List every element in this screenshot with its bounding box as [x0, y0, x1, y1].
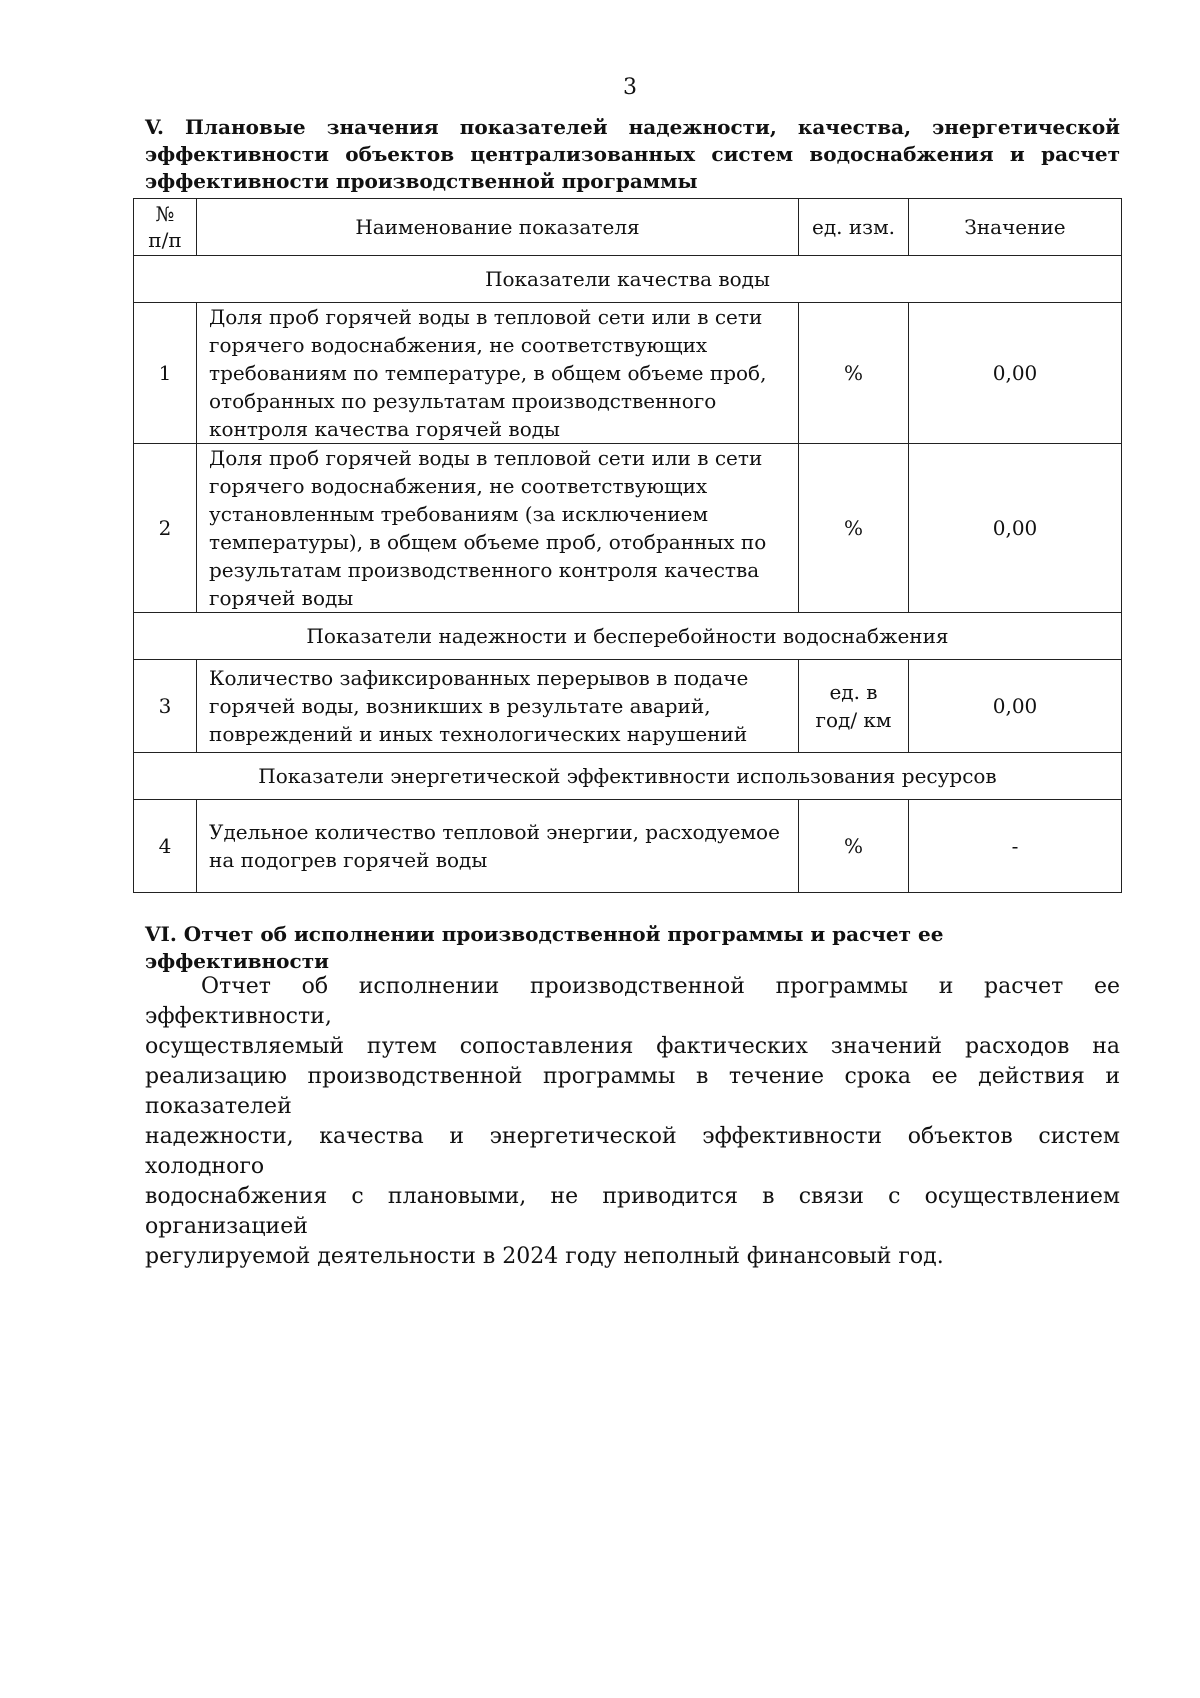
table-row — [134, 800, 1122, 893]
row-name-line: горячего водоснабжения, не соответствующих — [209, 474, 708, 498]
row-num: 1 — [134, 303, 197, 444]
row-name-line: температуры), в общем объеме проб, отобранных по — [209, 530, 767, 554]
row-name-line: Доля проб горячей воды в тепловой сети или в сети — [209, 446, 763, 470]
row-value: 0,00 — [909, 660, 1122, 753]
section-title: Показатели качества воды — [134, 256, 1122, 303]
table-row — [134, 303, 1122, 444]
row-unit: % — [799, 303, 909, 444]
row-unit — [799, 660, 909, 753]
row-num: 2 — [134, 444, 197, 613]
row-name-line: требованиям по температуре, в общем объеме проб, — [209, 361, 767, 385]
paragraph-line: осуществляемый путем сопоставления фактических значений расходов на — [145, 1034, 1120, 1059]
paragraph-line: реализацию производственной программы в течение срока ее действия и показателей — [145, 1064, 1120, 1119]
row-value: 0,00 — [909, 303, 1122, 444]
section-title: Показатели энергетической эффективности использования ресурсов — [134, 753, 1122, 800]
table-section-row — [134, 753, 1122, 800]
row-unit: % — [799, 800, 909, 893]
row-unit-line: ед. в — [829, 680, 878, 704]
table-row — [134, 444, 1122, 613]
row-name-line: повреждений и иных технологических нарушений — [209, 722, 748, 746]
row-name-line: контроля качества горячей воды — [209, 417, 560, 441]
row-name-line: отобранных по результатам производственного — [209, 389, 717, 413]
page-number: 3 — [623, 75, 637, 100]
header-unit: ед. изм. — [799, 199, 909, 256]
row-name-line: на подогрев горячей воды — [209, 848, 488, 872]
row-value: - — [909, 800, 1122, 893]
row-unit-line: год/ км — [815, 708, 892, 732]
section-5-title — [145, 114, 1120, 195]
row-name-line: результатам производственного контроля качества — [209, 558, 760, 582]
row-unit: % — [799, 444, 909, 613]
section-5-title-line: эффективности производственной программы — [145, 169, 698, 193]
paragraph-line: Отчет об исполнении производственной программы и расчет ее эффективности, — [145, 974, 1120, 1029]
row-name — [197, 660, 799, 753]
section-5-title-line: эффективности объектов централизованных систем водоснабжения и расчет — [145, 142, 1120, 166]
row-name — [197, 444, 799, 613]
paragraph-line: водоснабжения с плановыми, не приводится в связи с осуществлением организацией — [145, 1184, 1120, 1239]
header-num — [134, 199, 197, 256]
row-name-line: установленным требованиям (за исключением — [209, 502, 709, 526]
row-name-line: Доля проб горячей воды в тепловой сети или в сети — [209, 305, 763, 329]
indicators-table — [133, 198, 1122, 893]
row-name — [197, 303, 799, 444]
table-header-row — [134, 199, 1122, 256]
row-name-line: горячего водоснабжения, не соответствующих — [209, 333, 708, 357]
row-value: 0,00 — [909, 444, 1122, 613]
header-name: Наименование показателя — [197, 199, 799, 256]
section-6-paragraph — [145, 972, 1120, 1272]
header-value: Значение — [909, 199, 1122, 256]
table-row — [134, 660, 1122, 753]
section-6-title: VI. Отчет об исполнении производственной программы и расчет ее эффективности — [145, 922, 944, 973]
header-num-line: № — [155, 202, 175, 226]
row-num: 3 — [134, 660, 197, 753]
header-num-line: п/п — [148, 228, 182, 252]
paragraph-line: надежности, качества и энергетической эффективности объектов систем холодного — [145, 1124, 1120, 1179]
row-num: 4 — [134, 800, 197, 893]
table-section-row — [134, 256, 1122, 303]
section-title: Показатели надежности и бесперебойности водоснабжения — [134, 613, 1122, 660]
row-name-line: горячей воды — [209, 586, 354, 610]
row-name-line: горячей воды, возникших в результате аварий, — [209, 694, 711, 718]
table-section-row — [134, 613, 1122, 660]
row-name-line: Удельное количество тепловой энергии, расходуемое — [209, 820, 780, 844]
row-name — [197, 800, 799, 893]
section-5-title-line: V. Плановые значения показателей надежности, качества, энергетической — [145, 115, 1120, 139]
row-name-line: Количество зафиксированных перерывов в подаче — [209, 666, 749, 690]
paragraph-line: регулируемой деятельности в 2024 году неполный финансовый год. — [145, 1244, 944, 1269]
